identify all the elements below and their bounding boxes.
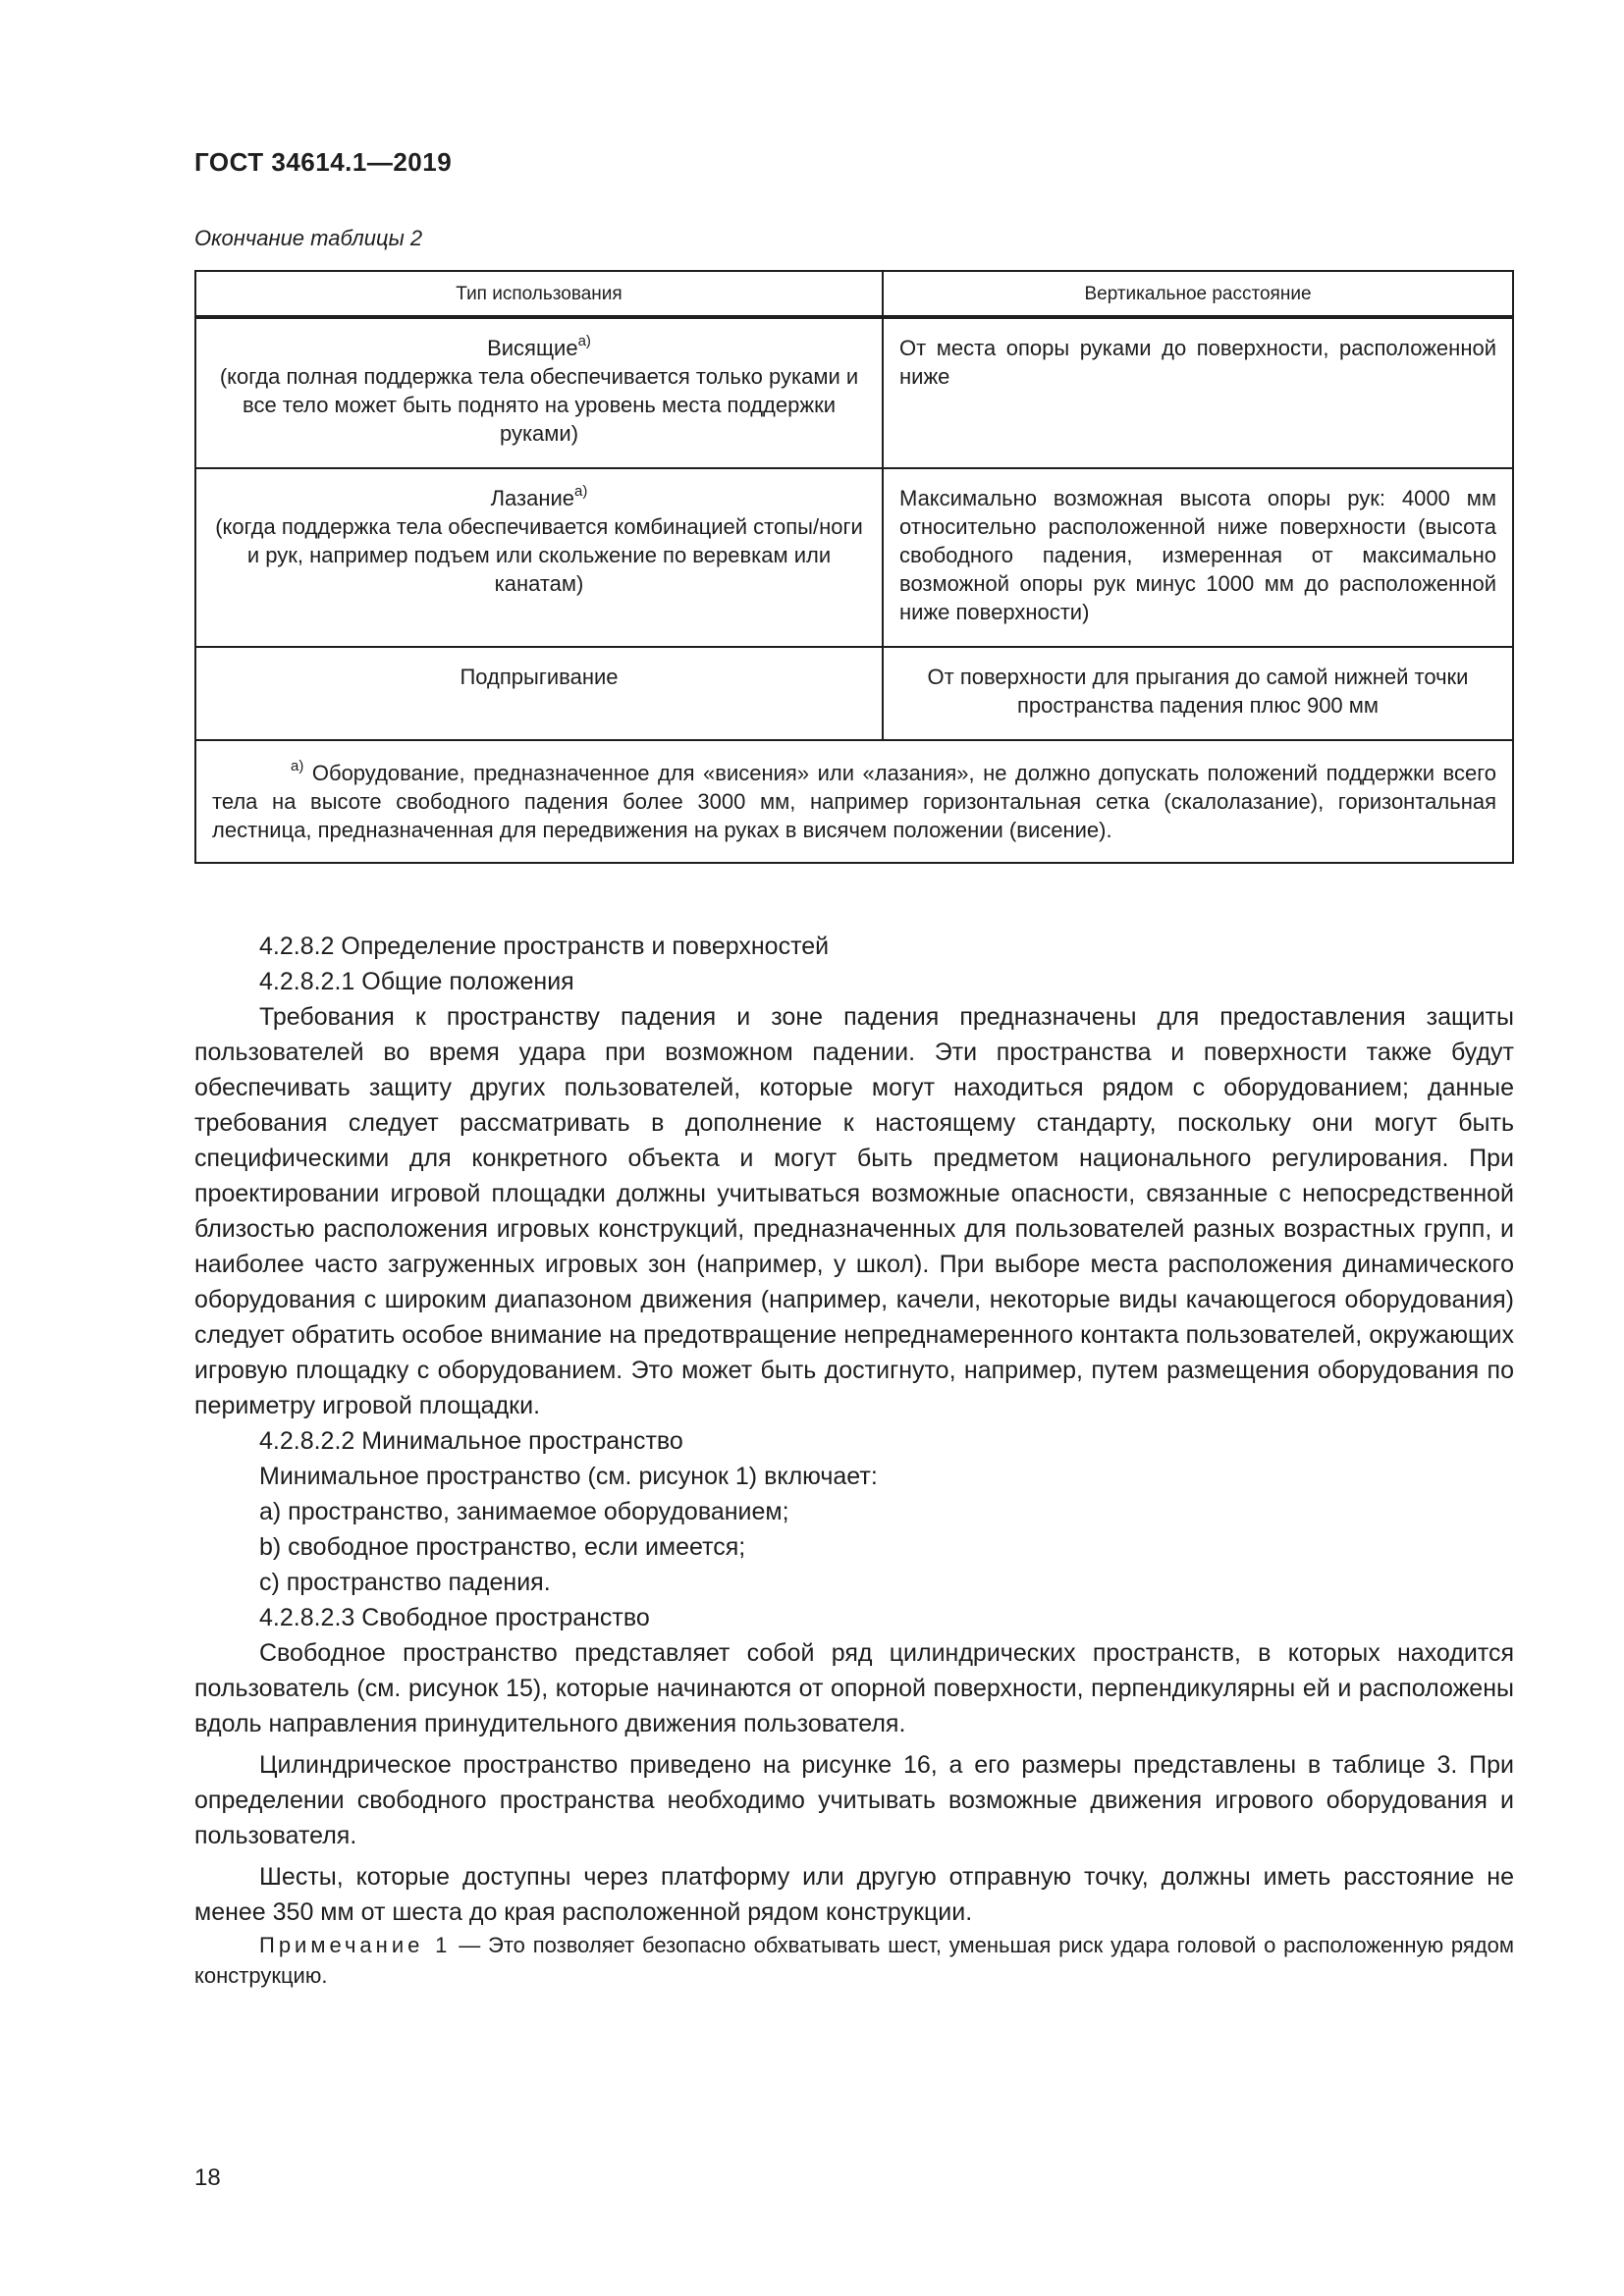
vertical-distance-cell: От места опоры руками до поверхности, расположенной ниже — [883, 317, 1513, 468]
table-row — [195, 317, 1513, 468]
table-header-row — [195, 271, 1513, 317]
list-item: c) пространство падения. — [259, 1569, 551, 1596]
table-row — [195, 468, 1513, 647]
page-number: 18 — [194, 2164, 221, 2191]
vertical-distance-cell: Максимально возможная высота опоры рук: 4000 мм относительно расположенной ниже поверхности (высота свободного падения, измеренная от максимально возможной опоры рук минус 1000 мм до расположенной ниже поверхности) — [883, 468, 1513, 647]
section-heading-4-2-8-2-1: 4.2.8.2.1 Общие положения — [259, 968, 574, 995]
paragraph-min-space-intro: Минимальное пространство (см. рисунок 1) включает: — [259, 1463, 878, 1490]
usage-distance-table — [194, 270, 1514, 864]
paragraph-general: Требования к пространству падения и зоне падения предназначены для предоставления защиты пользователей во время удара при возможном падении. Эти пространства и поверхности также будут обеспечивать защиту других пользователей, которые могут находиться рядом с оборудованием; данные требования следует рассматривать в дополнение к настоящему стандарту, поскольку они могут быть специфическими для конкретного объекта и могут быть предметом национального регулирования. При проектировании игровой площадки должны учитываться возможные опасности, связанные с непосредственной близостью расположения игровых конструкций, предназначенных для пользователей разных возрастных групп, и наиболее часто загруженных игровых зон (например, у школ). При выборе места расположения динамического оборудования с широким диапазоном движения (например, качели, некоторые виды качающегося оборудования) следует обратить особое внимание на предотвращение непреднамеренного контакта пользователей, окружающих игровую площадку с оборудованием. Это может быть достигнуто, например, путем размещения оборудования по периметру игровой площадки. — [194, 1003, 1514, 1419]
usage-type-cell — [195, 317, 883, 468]
table-footnote-row — [195, 740, 1513, 863]
usage-type-description: (когда полная поддержка тела обеспечивается только руками и все тело может быть поднято на уровень места поддержки руками) — [219, 364, 859, 446]
paragraph-free-space-2: Цилиндрическое пространство приведено на рисунке 16, а его размеры представлены в таблице 3. При определении свободного пространства необходимо учитывать возможные движения игрового оборудования и пользователя. — [194, 1751, 1514, 1849]
section-heading-4-2-8-2-2: 4.2.8.2.2 Минимальное пространство — [259, 1427, 683, 1455]
note-label: Примечание 1 — [259, 1933, 452, 1957]
column-header-usage-type: Тип использования — [195, 271, 883, 317]
paragraph-free-space-3: Шесты, которые доступны через платформу или другую отправную точку, должны иметь расстояние не менее 350 мм от шеста до края расположенной рядом конструкции. — [194, 1863, 1514, 1926]
note-text: — Это позволяет безопасно обхватывать шест, уменьшая риск удара головой о расположенную рядом конструкцию. — [194, 1933, 1514, 1988]
usage-type-title: Лазание — [490, 486, 575, 510]
usage-type-cell — [195, 468, 883, 647]
vertical-distance-cell: От поверхности для прыгания до самой нижней точки пространства падения плюс 900 мм — [883, 647, 1513, 740]
footnote-ref: а) — [577, 332, 591, 349]
list-item: a) пространство, занимаемое оборудованием; — [259, 1498, 789, 1525]
table-footnote — [195, 740, 1513, 863]
usage-type-description: (когда поддержка тела обеспечивается комбинацией стопы/ноги и рук, например подъем или скольжение по веревкам или канатам) — [215, 514, 863, 596]
table-row — [195, 647, 1513, 740]
footnote-ref: а) — [574, 482, 588, 500]
usage-type-title: Висящие — [487, 336, 578, 360]
footnote-text: Оборудование, предназначенное для «висения» или «лазания», не должно допускать положений поддержки всего тела на высоте свободного падения более 3000 мм, например горизонтальная сетка (скалолазание), горизонтальная лестница, предназначенная для передвижения на руках в висячем положении (висение). — [212, 761, 1496, 842]
paragraph-free-space-1: Свободное пространство представляет собой ряд цилиндрических пространств, в которых находится пользователь (см. рисунок 15), которые начинаются от опорной поверхности, перпендикулярны ей и расположены вдоль направления принудительного движения пользователя. — [194, 1639, 1514, 1737]
table-caption: Окончание таблицы 2 — [194, 226, 423, 250]
standard-number: ГОСТ 34614.1—2019 — [194, 147, 453, 177]
section-heading-4-2-8-2-3: 4.2.8.2.3 Свободное пространство — [259, 1604, 650, 1631]
usage-type-cell — [195, 647, 883, 740]
footnote-marker: а) — [291, 757, 304, 774]
column-header-vertical-distance: Вертикальное расстояние — [883, 271, 1513, 317]
usage-type-title: Подпрыгивание — [460, 665, 619, 689]
note — [194, 1930, 1514, 1991]
body-text — [194, 929, 1514, 1991]
list-item: b) свободное пространство, если имеется; — [259, 1533, 746, 1561]
section-heading-4-2-8-2: 4.2.8.2 Определение пространств и поверхностей — [259, 933, 830, 960]
